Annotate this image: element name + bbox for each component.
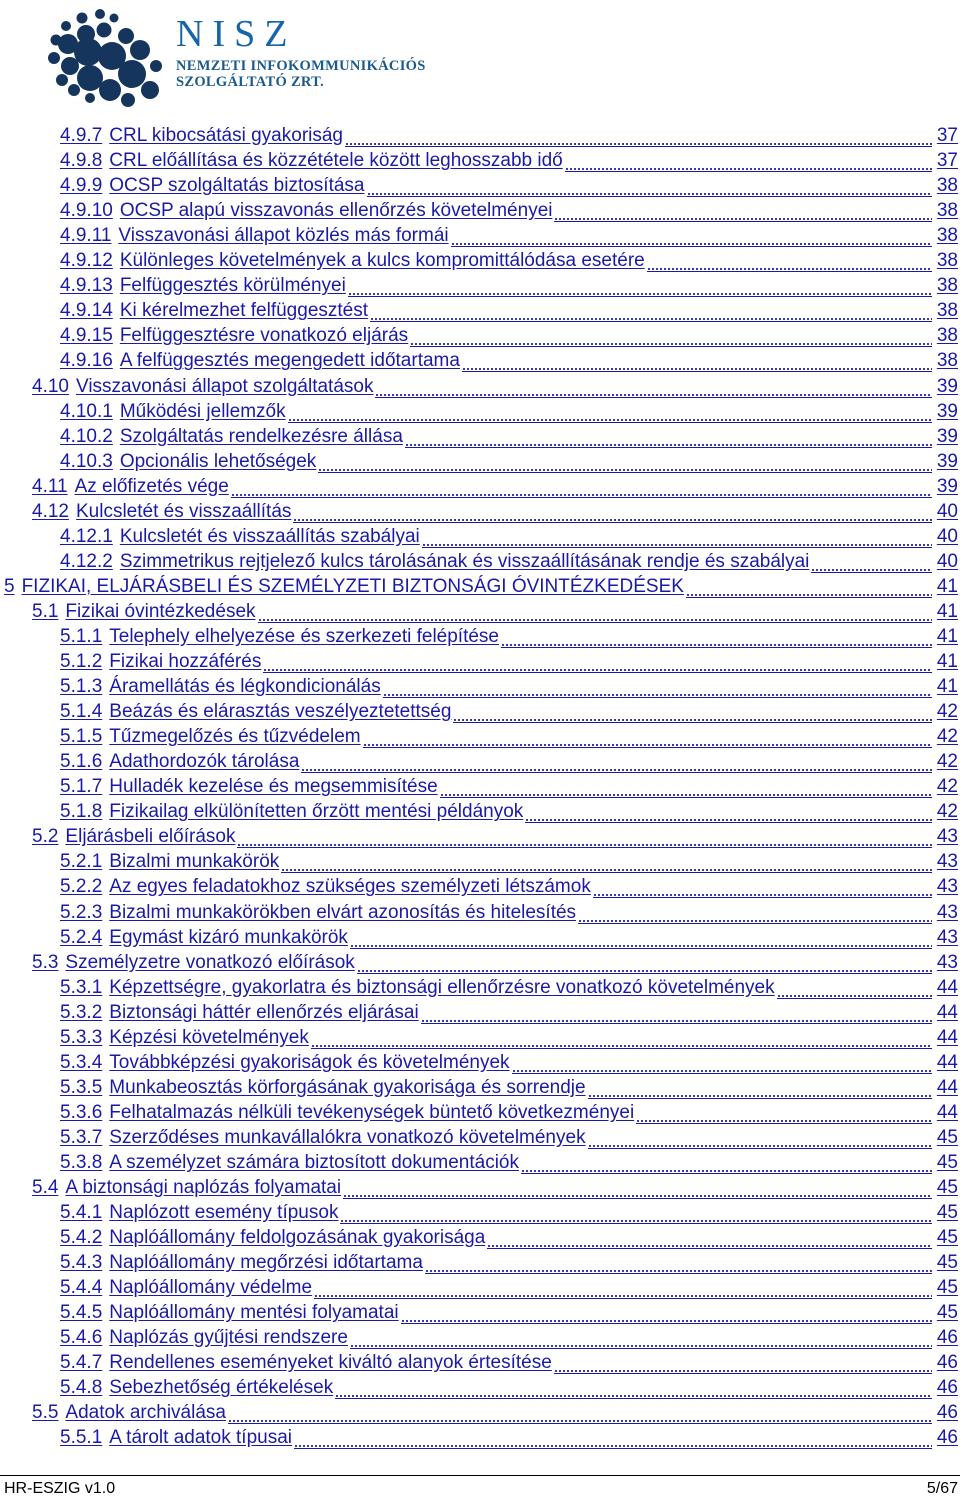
toc-entry-number: 4.9.13 xyxy=(60,275,113,297)
toc-entry-page: 44 xyxy=(936,1001,958,1023)
toc-entry-page: 39 xyxy=(936,425,958,447)
toc-entry-title: CRL kibocsátási gyakoriság xyxy=(109,125,343,147)
toc-entry-title: Beázás és elárasztás veszélyeztetettség xyxy=(109,701,452,723)
toc-entry-number: 5.3.4 xyxy=(60,1051,103,1073)
toc-entry-page: 44 xyxy=(936,1076,958,1098)
toc-entry-page: 42 xyxy=(936,776,958,798)
toc-entry-page: 46 xyxy=(936,1427,958,1449)
toc-entry-page: 39 xyxy=(936,475,958,497)
toc-entry-page: 43 xyxy=(936,826,958,848)
toc-entry-page: 45 xyxy=(936,1277,958,1299)
toc-entry[interactable] xyxy=(0,1299,960,1324)
toc-dot-leader xyxy=(340,1202,932,1224)
toc-entry-title: Továbbképzési gyakoriságok és követelmények xyxy=(109,1051,510,1073)
toc-entry[interactable] xyxy=(0,798,960,823)
logo-subtitle-line2: SZOLGÁLTATÓ ZRT. xyxy=(176,74,324,90)
toc-entry-page: 43 xyxy=(936,851,958,873)
toc-entry-number: 5.3.1 xyxy=(60,976,103,998)
toc-entry-number: 5.3.5 xyxy=(60,1076,103,1098)
toc-entry-title: Naplóállomány védelme xyxy=(109,1277,313,1299)
toc-entry[interactable] xyxy=(0,1424,960,1449)
toc-entry-title: Szolgáltatás rendelkezésre állása xyxy=(119,425,403,447)
toc-entry-title: Egymást kizáró munkakörök xyxy=(109,926,348,948)
toc-dot-leader xyxy=(811,551,932,573)
toc-entry-page: 45 xyxy=(936,1252,958,1274)
toc-entry[interactable] xyxy=(0,698,960,723)
toc-entry-page: 41 xyxy=(936,651,958,673)
toc-entry[interactable] xyxy=(0,773,960,798)
toc-entry-title: Biztonsági háttér ellenőrzés eljárásai xyxy=(109,1001,419,1023)
toc-dot-leader xyxy=(258,601,932,623)
toc-entry-title: Képzettségre, gyakorlatra és biztonsági ellenőrzésre vonatkozó követelmények xyxy=(109,976,775,998)
toc-entry-page: 46 xyxy=(936,1377,958,1399)
toc-entry-number: 5.1.1 xyxy=(60,625,103,647)
toc-entry-page: 38 xyxy=(936,325,958,347)
toc-dot-leader xyxy=(311,1027,932,1049)
toc-entry[interactable] xyxy=(0,974,960,999)
toc-dot-leader xyxy=(281,851,932,873)
page-header xyxy=(0,0,960,112)
toc-dot-leader xyxy=(345,125,932,147)
toc-entry-page: 46 xyxy=(936,1327,958,1349)
toc-entry[interactable] xyxy=(0,848,960,873)
toc-entry-title: Visszavonási állapot közlés más formái xyxy=(118,225,449,247)
toc-entry-title: CRL előállítása és közzététele között leghosszabb idő xyxy=(109,150,563,172)
toc-dot-leader xyxy=(521,1152,932,1174)
toc-entry-title: Naplóállomány megőrzési időtartama xyxy=(109,1252,423,1274)
toc-entry[interactable] xyxy=(0,1374,960,1399)
toc-entry[interactable] xyxy=(0,1099,960,1124)
toc-entry-page: 42 xyxy=(936,701,958,723)
toc-entry-title: Szerződéses munkavállalókra vonatkozó követelmények xyxy=(109,1126,586,1148)
toc-dot-leader xyxy=(440,776,932,798)
toc-entry-page: 44 xyxy=(936,1101,958,1123)
toc-entry-page: 45 xyxy=(936,1202,958,1224)
toc-entry-page: 46 xyxy=(936,1352,958,1374)
toc-entry[interactable] xyxy=(0,172,960,197)
toc-entry-number: 5.3.6 xyxy=(60,1101,103,1123)
toc-entry[interactable] xyxy=(0,372,960,397)
toc-entry-title: A személyzet számára biztosított dokumentációk xyxy=(109,1151,519,1173)
toc-dot-leader xyxy=(512,1052,932,1074)
toc-entry-title: OCSP szolgáltatás biztosítása xyxy=(109,175,365,197)
toc-entry[interactable] xyxy=(0,1024,960,1049)
toc-dot-leader xyxy=(348,275,932,297)
toc-entry[interactable] xyxy=(0,1174,960,1199)
toc-dot-leader xyxy=(228,1402,932,1424)
toc-entry-number: 5.1.7 xyxy=(60,776,103,798)
toc-entry-page: 38 xyxy=(936,250,958,272)
toc-entry-number: 4.9.11 xyxy=(60,225,112,247)
toc-dot-leader xyxy=(318,451,932,473)
toc-dot-leader xyxy=(421,1002,932,1024)
toc-entry-number: 4.10.2 xyxy=(60,425,113,447)
toc-entry-title: Szimmetrikus rejtjelező kulcs tárolásának és visszaállításának rendje és szabályai xyxy=(119,550,810,572)
toc-entry-number: 5.3.3 xyxy=(60,1026,103,1048)
toc-entry-number: 4.10 xyxy=(32,375,69,397)
toc-dot-leader xyxy=(777,977,932,999)
toc-entry-title: Különleges követelmények a kulcs kompromittálódása esetére xyxy=(119,250,645,272)
toc-entry-number: 5.3.8 xyxy=(60,1151,103,1173)
footer-document-id: HR-ESZIG v1.0 xyxy=(4,1480,116,1497)
toc-entry-title: Adatok archiválása xyxy=(65,1402,226,1424)
toc-entry[interactable] xyxy=(0,473,960,498)
toc-entry[interactable] xyxy=(0,1199,960,1224)
toc-entry-title: Felfüggesztésre vonatkozó eljárás xyxy=(119,325,409,347)
toc-entry-title: Adathordozók tárolása xyxy=(109,751,300,773)
toc-entry-page: 40 xyxy=(936,525,958,547)
logo-subtitle-line1: NEMZETI INFOKOMMUNIKÁCIÓS xyxy=(176,58,426,74)
toc-entry[interactable] xyxy=(0,423,960,448)
toc-entry-number: 5.3.2 xyxy=(60,1001,103,1023)
toc-entry-title: Opcionális lehetőségek xyxy=(119,450,317,472)
toc-entry-number: 5.5 xyxy=(32,1402,59,1424)
toc-entry-page: 40 xyxy=(936,550,958,572)
toc-entry[interactable] xyxy=(0,1124,960,1149)
toc-entry-number: 5.1.5 xyxy=(60,726,103,748)
toc-entry-title: Fizikailag elkülönítetten őrzött mentési példányok xyxy=(109,801,524,823)
toc-entry-page: 39 xyxy=(936,400,958,422)
toc-entry-title: Naplózás gyűjtési rendszere xyxy=(109,1327,348,1349)
toc-entry[interactable] xyxy=(0,598,960,623)
toc-entry-title: Felhatalmazás nélküli tevékenységek büntető következményei xyxy=(109,1101,635,1123)
toc-entry-title: Áramellátás és légkondicionálás xyxy=(109,676,381,698)
toc-entry[interactable] xyxy=(0,272,960,297)
toc-entry[interactable] xyxy=(0,398,960,423)
toc-entry-title: Naplóállomány mentési folyamatai xyxy=(109,1302,399,1324)
toc-entry-title: Eljárásbeli előírások xyxy=(65,826,236,848)
toc-entry-number: 5.3 xyxy=(32,951,59,973)
toc-entry-title: Tűzmegelőzés és tűzvédelem xyxy=(109,726,361,748)
toc-entry-title: Telephely elhelyezése és szerkezeti felépítése xyxy=(109,625,499,647)
toc-entry-number: 5.1.3 xyxy=(60,676,103,698)
toc-entry-page: 44 xyxy=(936,976,958,998)
table-of-contents xyxy=(0,122,960,1449)
toc-entry-number: 5.4.3 xyxy=(60,1252,103,1274)
toc-dot-leader xyxy=(335,1377,932,1399)
toc-entry[interactable] xyxy=(0,197,960,222)
toc-entry-page: 43 xyxy=(936,901,958,923)
toc-dot-leader xyxy=(554,1352,932,1374)
toc-entry-number: 5.4.8 xyxy=(60,1377,103,1399)
toc-entry[interactable] xyxy=(0,1074,960,1099)
toc-dot-leader xyxy=(343,1177,932,1199)
toc-entry[interactable] xyxy=(0,347,960,372)
toc-entry[interactable] xyxy=(0,1049,960,1074)
toc-entry-title: A felfüggesztés megengedett időtartama xyxy=(119,350,460,372)
toc-entry-title: Fizikai óvintézkedések xyxy=(65,600,256,622)
toc-entry-page: 37 xyxy=(936,125,958,147)
toc-entry-number: 5.2.2 xyxy=(60,876,103,898)
toc-dot-leader xyxy=(350,927,932,949)
logo-title: NISZ xyxy=(176,13,297,55)
toc-entry-title: Ki kérelmezhet felfüggesztést xyxy=(119,300,369,322)
toc-entry-title: A biztonsági naplózás folyamatai xyxy=(65,1177,342,1199)
toc-entry-page: 42 xyxy=(936,751,958,773)
toc-entry-number: 5.2 xyxy=(32,826,59,848)
toc-dot-leader xyxy=(451,225,932,247)
toc-entry[interactable] xyxy=(0,1249,960,1274)
toc-entry-title: Működési jellemzők xyxy=(119,400,286,422)
toc-entry-number: 4.9.7 xyxy=(60,125,103,147)
toc-entry-title: Képzési követelmények xyxy=(109,1026,309,1048)
toc-entry[interactable] xyxy=(0,949,960,974)
toc-dot-leader xyxy=(565,150,932,172)
toc-dot-leader xyxy=(462,350,932,372)
toc-entry-title: Rendellenes eseményeket kiváltó alanyok értesítése xyxy=(109,1352,552,1374)
toc-entry-title: Munkabeosztás körforgásának gyakorisága és sorrendje xyxy=(109,1076,586,1098)
toc-entry-page: 38 xyxy=(936,350,958,372)
toc-dot-leader xyxy=(363,726,932,748)
toc-entry-number: 5.4.7 xyxy=(60,1352,103,1374)
toc-entry[interactable] xyxy=(0,247,960,272)
toc-entry-number: 4.12 xyxy=(32,500,69,522)
toc-entry-number: 5.1 xyxy=(32,600,59,622)
toc-entry-number: 4.9.15 xyxy=(60,325,113,347)
toc-entry-page: 39 xyxy=(936,450,958,472)
toc-entry-page: 45 xyxy=(936,1227,958,1249)
toc-dot-leader xyxy=(401,1302,932,1324)
toc-entry[interactable] xyxy=(0,823,960,848)
toc-dot-leader xyxy=(293,501,932,523)
toc-entry-number: 4.9.16 xyxy=(60,350,113,372)
toc-entry-title: Naplózott esemény típusok xyxy=(109,1202,339,1224)
toc-entry-title: Fizikai hozzáférés xyxy=(109,651,262,673)
toc-entry-title: Bizalmi munkakörökben elvárt azonosítás és hitelesítés xyxy=(109,901,577,923)
toc-entry-page: 38 xyxy=(936,275,958,297)
toc-entry-number: 5.1.8 xyxy=(60,801,103,823)
toc-entry-page: 45 xyxy=(936,1302,958,1324)
toc-entry-number: 5.4 xyxy=(32,1177,59,1199)
toc-entry-title: Bizalmi munkakörök xyxy=(109,851,280,873)
toc-entry-number: 5.4.6 xyxy=(60,1327,103,1349)
toc-dot-leader xyxy=(263,651,932,673)
toc-entry[interactable] xyxy=(0,623,960,648)
toc-entry-page: 41 xyxy=(936,600,958,622)
toc-dot-leader xyxy=(288,401,932,423)
toc-entry-page: 45 xyxy=(936,1177,958,1199)
toc-entry-number: 4.12.2 xyxy=(60,550,113,572)
toc-entry-page: 42 xyxy=(936,801,958,823)
toc-entry[interactable] xyxy=(0,548,960,573)
toc-dot-leader xyxy=(588,1077,932,1099)
toc-entry[interactable] xyxy=(0,1149,960,1174)
toc-entry[interactable] xyxy=(0,523,960,548)
toc-dot-leader xyxy=(578,902,932,924)
toc-dot-leader xyxy=(554,200,932,222)
toc-entry-number: 5.2.1 xyxy=(60,851,103,873)
toc-entry[interactable] xyxy=(0,322,960,347)
toc-entry-title: Sebezhetőség értékelések xyxy=(109,1377,334,1399)
toc-entry-number: 5.2.4 xyxy=(60,926,103,948)
toc-entry[interactable] xyxy=(0,1324,960,1349)
toc-entry-title: FIZIKAI, ELJÁRÁSBELI ÉS SZEMÉLYZETI BIZTONSÁGI ÓVINTÉZKEDÉSEK xyxy=(21,575,684,597)
nisz-logo-icon xyxy=(44,4,172,108)
toc-entry-number: 5 xyxy=(4,575,15,597)
toc-dot-leader xyxy=(686,576,932,598)
toc-dot-leader xyxy=(405,426,932,448)
toc-entry[interactable] xyxy=(0,898,960,923)
toc-entry-number: 4.10.3 xyxy=(60,450,113,472)
toc-entry-title: Hulladék kezelése és megsemmisítése xyxy=(109,776,438,798)
toc-entry[interactable] xyxy=(0,648,960,673)
toc-entry[interactable] xyxy=(0,924,960,949)
toc-entry-number: 5.1.4 xyxy=(60,701,103,723)
toc-entry[interactable] xyxy=(0,222,960,247)
toc-dot-leader xyxy=(383,676,932,698)
toc-entry-page: 39 xyxy=(936,375,958,397)
toc-dot-leader xyxy=(314,1277,932,1299)
toc-entry-number: 4.9.12 xyxy=(60,250,113,272)
toc-entry-number: 4.11 xyxy=(32,475,68,497)
toc-entry-page: 37 xyxy=(936,150,958,172)
toc-entry[interactable] xyxy=(0,723,960,748)
toc-entry-page: 42 xyxy=(936,726,958,748)
toc-entry-number: 4.9.9 xyxy=(60,175,103,197)
toc-entry-page: 45 xyxy=(936,1151,958,1173)
toc-dot-leader xyxy=(301,751,932,773)
toc-entry-page: 44 xyxy=(936,1051,958,1073)
toc-dot-leader xyxy=(367,175,933,197)
toc-dot-leader xyxy=(370,300,932,322)
toc-entry[interactable] xyxy=(0,1274,960,1299)
footer-divider xyxy=(0,1475,960,1476)
toc-entry-page: 38 xyxy=(936,300,958,322)
toc-dot-leader xyxy=(453,701,932,723)
toc-dot-leader xyxy=(231,476,932,498)
toc-dot-leader xyxy=(647,250,932,272)
toc-dot-leader xyxy=(350,1327,932,1349)
toc-dot-leader xyxy=(487,1227,932,1249)
toc-entry-title: Személyzetre vonatkozó előírások xyxy=(65,951,355,973)
toc-entry-title: Visszavonási állapot szolgáltatások xyxy=(75,375,374,397)
toc-entry-title: A tárolt adatok típusai xyxy=(109,1427,292,1449)
toc-entry-page: 41 xyxy=(936,575,958,597)
toc-dot-leader xyxy=(357,952,932,974)
toc-entry[interactable] xyxy=(0,673,960,698)
toc-dot-leader xyxy=(294,1427,932,1449)
toc-entry-page: 45 xyxy=(936,1126,958,1148)
toc-entry[interactable] xyxy=(0,448,960,473)
toc-dot-leader xyxy=(410,325,932,347)
toc-dot-leader xyxy=(525,801,932,823)
toc-entry-page: 44 xyxy=(936,1026,958,1048)
toc-entry-number: 5.4.5 xyxy=(60,1302,103,1324)
toc-entry[interactable] xyxy=(0,1349,960,1374)
toc-entry[interactable] xyxy=(0,297,960,322)
toc-entry[interactable] xyxy=(0,873,960,898)
toc-entry-number: 4.9.14 xyxy=(60,300,113,322)
toc-entry-number: 5.4.4 xyxy=(60,1277,103,1299)
toc-entry[interactable] xyxy=(0,999,960,1024)
toc-entry-number: 5.4.2 xyxy=(60,1227,103,1249)
toc-entry-number: 5.5.1 xyxy=(60,1427,103,1449)
toc-entry-page: 40 xyxy=(936,500,958,522)
toc-entry[interactable] xyxy=(0,1399,960,1424)
toc-dot-leader xyxy=(593,876,932,898)
toc-entry[interactable] xyxy=(0,1224,960,1249)
toc-entry-title: Kulcsletét és visszaállítás szabályai xyxy=(119,525,420,547)
toc-dot-leader xyxy=(422,526,932,548)
toc-entry-number: 5.1.2 xyxy=(60,651,103,673)
toc-entry-page: 41 xyxy=(936,625,958,647)
toc-entry-title: Az egyes feladatokhoz szükséges személyzeti létszámok xyxy=(109,876,591,898)
toc-entry-title: Felfüggesztés körülményei xyxy=(119,275,346,297)
toc-entry-number: 4.12.1 xyxy=(60,525,113,547)
toc-dot-leader xyxy=(501,626,932,648)
toc-dot-leader xyxy=(375,376,932,398)
toc-entry-number: 5.4.1 xyxy=(60,1202,103,1224)
toc-entry-number: 4.9.8 xyxy=(60,150,103,172)
toc-entry-page: 38 xyxy=(936,225,958,247)
toc-entry[interactable] xyxy=(0,573,960,598)
toc-dot-leader xyxy=(237,826,932,848)
toc-entry-title: Naplóállomány feldolgozásának gyakorisága xyxy=(109,1227,486,1249)
toc-entry-page: 38 xyxy=(936,175,958,197)
toc-dot-leader xyxy=(588,1127,932,1149)
toc-entry[interactable] xyxy=(0,122,960,147)
toc-entry-page: 41 xyxy=(936,676,958,698)
toc-entry-page: 46 xyxy=(936,1402,958,1424)
toc-entry-page: 43 xyxy=(936,876,958,898)
toc-entry-number: 5.3.7 xyxy=(60,1126,103,1148)
toc-entry-title: OCSP alapú visszavonás ellenőrzés követelményei xyxy=(119,200,553,222)
toc-entry-page: 43 xyxy=(936,926,958,948)
toc-entry-page: 38 xyxy=(936,200,958,222)
toc-entry-title: Az előfizetés vége xyxy=(74,475,229,497)
toc-entry-page: 43 xyxy=(936,951,958,973)
toc-dot-leader xyxy=(636,1102,932,1124)
toc-entry-number: 5.2.3 xyxy=(60,901,103,923)
toc-dot-leader xyxy=(425,1252,932,1274)
toc-entry[interactable] xyxy=(0,147,960,172)
toc-entry-number: 4.10.1 xyxy=(60,400,113,422)
toc-entry[interactable] xyxy=(0,748,960,773)
toc-entry[interactable] xyxy=(0,498,960,523)
toc-entry-title: Kulcsletét és visszaállítás xyxy=(75,500,292,522)
toc-entry-number: 4.9.10 xyxy=(60,200,113,222)
footer-page-indicator: 5/67 xyxy=(926,1480,958,1497)
toc-entry-number: 5.1.6 xyxy=(60,751,103,773)
